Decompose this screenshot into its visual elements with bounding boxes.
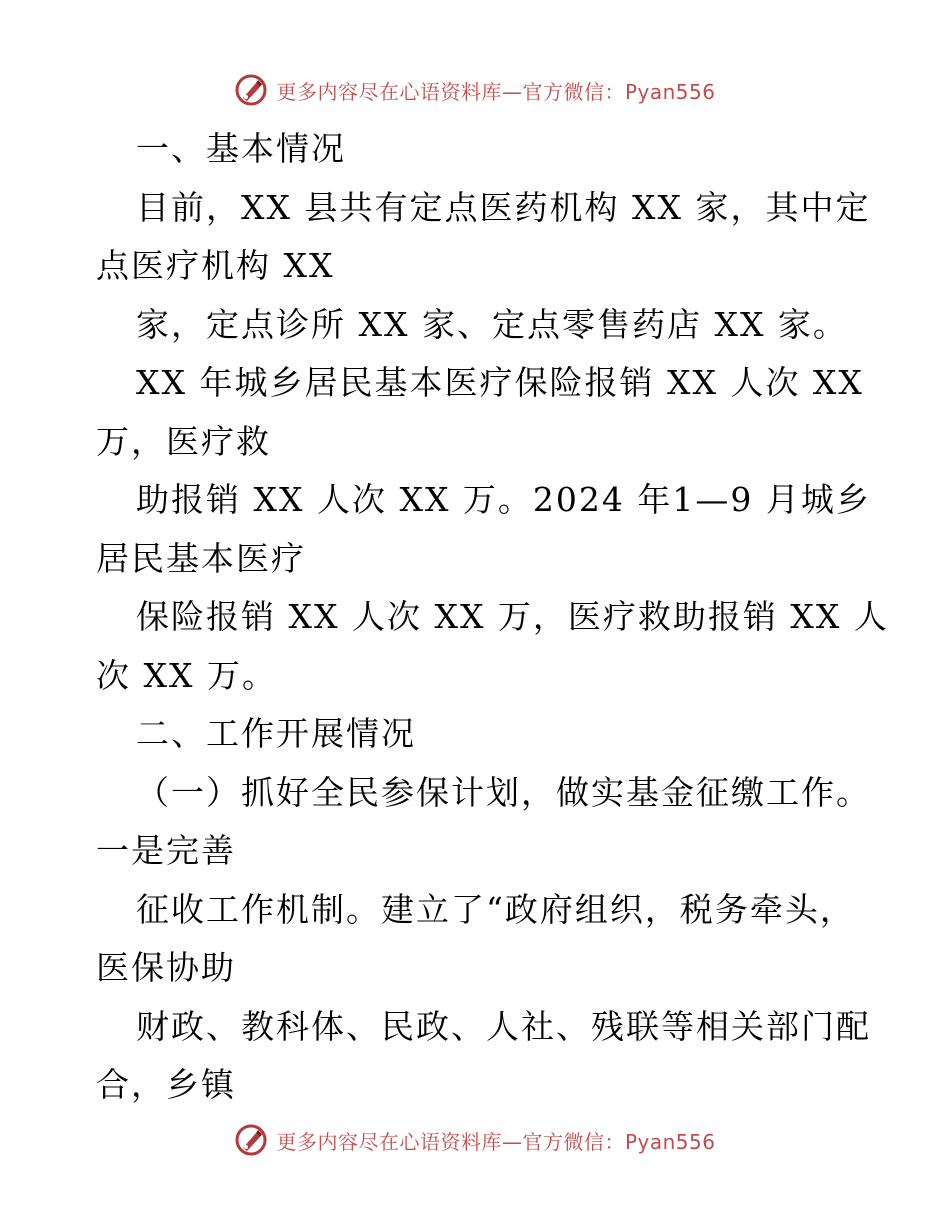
paragraph-line: 财政、教科体、民政、人社、残联等相关部门配 [136, 1006, 871, 1046]
footer-watermark [0, 1120, 950, 1160]
paragraph-line: （一）抓好全民参保计划，做实基金征缴工作。 [136, 772, 871, 812]
pen-logo-icon [234, 1123, 268, 1157]
document-body [96, 120, 889, 1115]
paragraph-line: 一是完善 [96, 831, 236, 870]
paragraph-line: 征收工作机制。建立了“政府组织，税务牵头， [136, 889, 855, 929]
section-heading: 一、基本情况 [136, 129, 346, 168]
header-watermark [0, 70, 950, 110]
paragraph-line: 居民基本医疗 [96, 538, 306, 578]
pen-logo-icon [234, 73, 268, 107]
paragraph-line: 保险报销 XX 人次 XX 万，医疗救助报销 XX 人 [136, 597, 889, 636]
paragraph-line: XX 年城乡居民基本医疗保险报销 XX 人次 XX [136, 363, 864, 402]
paragraph-line: 点医疗机构 XX [96, 246, 335, 285]
paragraph-line: 医保协助 [96, 948, 236, 987]
paragraph-line: 助报销 XX 人次 XX 万。2024 年1—9 月城乡 [136, 480, 871, 519]
section-heading: 二、工作开展情况 [136, 714, 416, 753]
watermark-text: 更多内容尽在心语资料库—官方微信：Pyan556 [276, 1129, 716, 1154]
paragraph-line: 万，医疗救 [96, 421, 271, 461]
paragraph-line: 次 XX 万。 [96, 655, 277, 695]
watermark-text: 更多内容尽在心语资料库—官方微信：Pyan556 [276, 79, 716, 104]
paragraph-line: 合，乡镇 [96, 1065, 236, 1104]
paragraph-line: 目前，XX 县共有定点医药机构 XX 家，其中定 [136, 187, 871, 227]
paragraph-line: 家，定点诊所 XX 家、定点零售药店 XX 家。 [136, 304, 848, 344]
